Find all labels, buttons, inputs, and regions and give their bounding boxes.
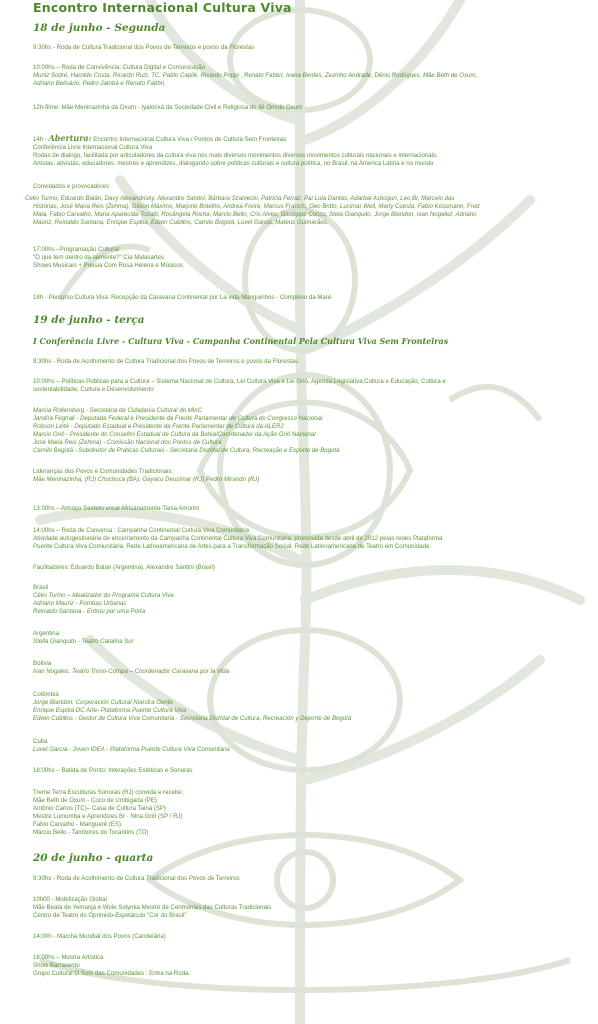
program-line: 14:00hs – Roda de Conversa : Campanha Continental Cultura Viva Comunitária [33,527,250,534]
country-label: Brasil [33,584,49,591]
program-line: Puente Cultura Viva Comiunitária, Rede Latinoamericana de Artes para a Transformação Social, Rede Latinoamericana de Teatro em Comunidade. [33,543,432,550]
speakers-line: Adriano Belisário, Pedro Jatobá e Renato Fabbri. [33,80,166,87]
day-heading-19: 19 de junho - terça [33,314,145,326]
program-line: 18:00hs – Batida de Ponto: Interações Estéticas e Sonoras [33,767,193,774]
speakers-line: Camilo Bogotá - Subdiretor de Práticas Culturais - Secretaria Distrital de Cultura, Recreação e Esporte de Bogotá [33,447,340,454]
abertura-line [33,134,584,144]
speakers-line: Ivan Nogales. Teatro Trono-Compa – Coordenador Caravana por la Vida [33,668,230,675]
program-line: Rodas de dialogo, facilitada por articuladores da cultura viva nos mais diversos movimentos diversos movimentos culturais nacionais e internacionais. [33,152,438,159]
speakers-line: Robson Leite - Deputado Estadual e Presidente da Frente Parlamentar de Cultura da ALERJ [33,423,284,430]
country-label: Bolívia [33,660,52,667]
abertura-time: 14h - [33,136,47,143]
program-line: Conferência Livre Internacional Cultura Viva [33,144,153,151]
program-line: 14:00h - Marcha Mundial dos Povos (Candelária) [33,933,166,940]
speakers-line: Jandira Feghali - Deputada Federal e Presidente da Frente Parlamentar de Cultura do Congresso Nacional. [33,415,324,422]
speakers-line: Histórias, José Maria Reis (Zehma), Gilson Máximo, Marjorie Botelho, Andrea Freire, Marcus Franchi, Geo Britto, Lucimar Weil, Marly Cuesta, Fabio Kossmann, Fred [33,203,480,210]
program-line: 13:00hs – Almoço Sexteto vocal Africanamente-Tania Amorim [33,505,200,512]
program-line: Mestre Lumumba e Aprendizes.Br - Nina Griô (SP / RJ) [33,813,183,820]
program-line: 10h00 - Mobilização Global [33,896,107,903]
speakers-line: Adriano Mauriz - Pombas Urbanas [33,600,127,607]
program-line: 18:00hs – Mostra Artística [33,954,104,961]
program-line: Centro de Teatro do Oprimido-Espetáculo "Cor do Brasil" [33,912,187,919]
speakers-line: Celio Turino, Eduardo Balán, Davy Alexandrisky, Alexandre Santini, Bárbara Szaniecki, Patricia Ferraz, Pai Lula Dantas, Adarbal Ashogun, Leo Br, Marcelo das [25,195,455,202]
program-line: 9:30hs - Roda de Acolhimento de Cultura Tradicional dos Povos de Terreiros [33,875,240,882]
program-line: Shows Musicais + Poesia Com Rosa Helena e Músicos [33,262,183,269]
speakers-line: Mãe Meninazinha, (RJ) Chuchuca (BA), Gayacu Deusimar (RJ) Pedro Mirando (RJ) [33,476,260,483]
program-line: Convidados e provocadores [33,183,109,190]
day-heading-20: 20 de junho - quarta [33,852,154,864]
program-line: "O que tem dentro da semente?" Cia Malasartes [33,254,165,261]
speakers-line: Reinaldo Santana - Entrou por uma Porta [33,608,146,615]
speakers-line: Jorge Blandon. Corporación Cultural Nuestra Gente [33,699,173,706]
program-line: Mãe Beata de Yemanjá e Wole Soiynka Mestre de Cerimonias das Culturas Tradicionais [33,904,272,911]
program-line: Mãe Beth de Oxum - Coco de Umbigada (PE) [33,797,157,804]
speakers-line: Marcio Griô - Presidente do Conselho Estadual de Cultura da Bahia/Coordenador da Ação Griô Nacional [33,431,316,438]
speakers-line: José Maria Reis (Zehma) - Comissão Nacional dos Pontos de Cultura [33,439,222,446]
country-label: Cuba [33,738,48,745]
day-heading-18: 18 de junho - Segunda [33,22,166,34]
country-label: Argentina [33,630,60,637]
program-line: 18h - Percurso Cultura Viva: Recepção da Caravana Continental por La vida Manguinhos - Complexo da Maré [33,294,332,301]
program-line: Show Barravento [33,962,80,969]
program-line: Facilitadores: Eduardo Balan (Argentina), Alexandre Santini (Brasil) [33,564,215,571]
speakers-line: Edwin Cubillos - Gestor de Cultura Viva Comunitaria - Secretaria Distrital de Cultura, Recreación y Deporte de Bogotá [33,715,352,722]
conference-heading: I Conferência Livre - Cultura Viva - Campanha Continental Pela Cultura Viva Sem Fronteiras [33,336,449,346]
speakers-line: Muniz Sodré, Haroldo Costa, Ricardo Ruiz, TC, Pablo Capilé, Ricardo Poppi , Renato Fabbri, Ivana Bentes, Zezinho Andrade, Dênis Rodrigues, Mãe Beth de Oxum, [33,72,478,79]
abertura-text: Encontro Internacional Cultura Viva / Pontos de Cultura Sem Fronteiras [93,136,287,143]
program-line: 9:30hs - Roda de Cultura Tradicional dos Povos de Terreiros e povos da Florestas [33,44,255,51]
speakers-line: Enrique Espitia DC Arte- Plataforma Puente Cultura Viva [33,707,187,714]
speakers-line: Stella Gianquito - Teatro Catalina Sur [33,638,134,645]
program-line: Atividade autogestionária de encerramento da Campanha Continental Cultura Viva Comunitária, promovida desde abril de 2012 pelas redes Plataforma [33,535,443,542]
speakers-line: Marcia Rollemberg - Secretária de Cidadania Cultural do MinC [33,407,203,414]
program-line: 12h-filme: Mãe Meninazinha da Oxum - Iyalorixá da Sociedade Civil e Religiosa do Ilê Omolu Oxum [33,104,303,111]
program-line: Fabio Carvalho - Manguerê (ES) [33,821,122,828]
abertura-label: Abertura: [48,134,92,143]
program-line: Artistas, ativistas, educadores, mestres e aprendizes, dialogando sobre políticas culturais e cultura política, no Brasil, na America Latina e no mundo [33,160,434,167]
program-line: sustentabilidade, Cultura e Desenvolvimento [33,386,154,393]
country-label: Colômbia [33,691,59,698]
speakers-line: Maia, Fabio Carvalho, Maria Aparecida Tozatti, Rosângela Rocha, Marcio Bello, Cris Alves, Giuseppe Cocco, Stela Gianquito, Jorge Blandon, Ivan Nogalez, Adriano [33,211,477,218]
program-line: Treme Terra Esculturas Sonoras (RJ) convida e recebe: [33,789,184,796]
speakers-line: Mauriz, Reinaldo Santana, Enrique Espitia, Edwin Cubillos, Camilo Bogotá, Luvel Garcia, Mateus Guimarães. [33,219,329,226]
speakers-line: Célio Turino – Idealizador do Programa Cultura Viva [33,592,174,599]
program-line: 10:00hs – Roda de Convivência: Cultura Digital e Comunicação [33,64,206,71]
page-title: Encontro Internacional Cultura Viva [33,0,292,15]
program-line: 17:00hs –Programação Cultural [33,246,120,253]
program-line: 10:00hs – Políticas Públicas para a Cultura – Sistema Nacional de Cultura, Lei Cultura Viva e Lei Griô, Agenda Legislativa,Cultura e Educação, Cultura e [33,378,446,385]
program-line: Grupo Cultural O Som das Comunidades : Entra na Roda. [33,970,191,977]
program-line: Lideranças dos Povos e Comunidades Tradicionais: [33,468,174,475]
program-line: Antônio Carlos (TC)– Casa de Cultura Tainá (SP) [33,805,166,812]
speakers-line: Luvel Garcia - Joven IDEA - Plataforma Puente Cultura Viva Comunitaria [33,746,230,753]
program-line: 9:30hs - Roda de Acolhimento de Cultura Tradicional dos Povos de Terreiros e povos da Florestas [33,358,298,365]
program-line: Márcio Bello - Tambores do Tocantins (TO) [33,829,149,836]
